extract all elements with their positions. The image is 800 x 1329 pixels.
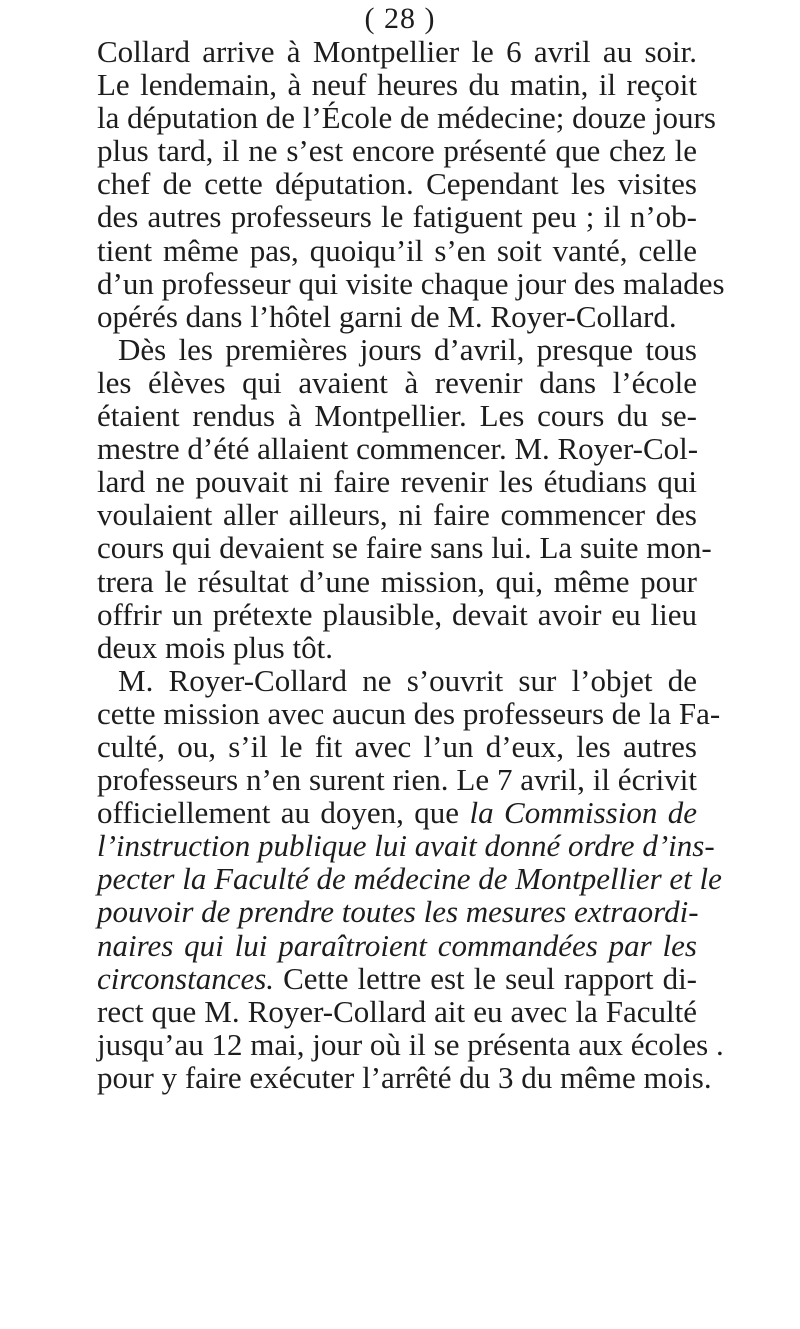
text-line: la députation de l’École de médecine; douze jours: [97, 100, 716, 136]
text-line: offrir un prétexte plausible, devait avoir eu lieu: [97, 596, 697, 632]
text-line: chef de cette députation. Cependant les visites: [97, 166, 697, 202]
italic-quote-line: pecter la Faculté de médecine de Montpellier et le: [97, 861, 722, 897]
paragraph-start: Dès les premières jours d’avril, presque tous: [118, 331, 697, 367]
text-line: cours qui devaient se faire sans lui. La suite mon-: [97, 530, 712, 566]
text-line: mestre d’été allaient commencer. M. Royer-Col-: [97, 431, 699, 467]
italic-quote: la Commission de: [469, 795, 698, 831]
text-line: tient même pas, quoiqu’il s’en soit vanté, celle: [97, 232, 697, 268]
text-line: voulaient aller ailleurs, ni faire commencer des: [97, 497, 697, 533]
text-line: lard ne pouvait ni faire revenir les étudians qui: [97, 464, 697, 500]
text-line: jusqu’au 12 mai, jour où il se présenta aux écoles .: [97, 1026, 724, 1062]
text-segment: Cette lettre est le seul rapport di-: [283, 960, 698, 996]
text-line: les élèves qui avaient à revenir dans l’école: [97, 364, 697, 400]
italic-quote-line: pouvoir de prendre toutes les mesures extraordi-: [97, 894, 699, 930]
text-line: trera le résultat d’une mission, qui, même pour: [97, 563, 697, 599]
italic-quote-line: l’instruction publique lui avait donné ordre d’ins-: [97, 828, 715, 864]
text-line: rect que M. Royer-Collard ait eu avec la Faculté: [97, 993, 697, 1029]
text-line: deux mois plus tôt.: [97, 629, 333, 665]
text-line: professeurs n’en surent rien. Le 7 avril, il écrivit: [97, 762, 697, 798]
italic-quote: circonstances.: [97, 960, 275, 996]
paragraph-start: M. Royer-Collard ne s’ouvrit sur l’objet de: [118, 662, 697, 698]
text-line: des autres professeurs le fatiguent peu ; il n’ob-: [97, 199, 697, 235]
text-line: [97, 962, 697, 995]
text-line: plus tard, il ne s’est encore présenté que chez le: [97, 133, 697, 169]
text-line: Collard arrive à Montpellier le 6 avril au soir.: [97, 34, 697, 69]
text-line: étaient rendus à Montpellier. Les cours du se-: [97, 398, 697, 434]
body-text: [97, 34, 725, 1095]
page-number: ( 28 ): [364, 2, 436, 35]
text-line: opérés dans l’hôtel garni de M. Royer-Collard.: [97, 298, 677, 334]
text-segment: officiellement au doyen, que: [97, 795, 460, 831]
text-line: d’un professeur qui visite chaque jour des malades: [97, 265, 725, 301]
text-line: pour y faire exécuter l’arrêté du 3 du même mois.: [97, 1059, 712, 1095]
text-line: [97, 796, 697, 829]
text-line: culté, ou, s’il le fit avec l’un d’eux, les autres: [97, 728, 697, 764]
text-line: cette mission avec aucun des professeurs de la Fa-: [97, 695, 721, 731]
italic-quote-line: naires qui lui paraîtroient commandées par les: [97, 927, 697, 963]
text-line: Le lendemain, à neuf heures du matin, il reçoit: [97, 67, 697, 103]
